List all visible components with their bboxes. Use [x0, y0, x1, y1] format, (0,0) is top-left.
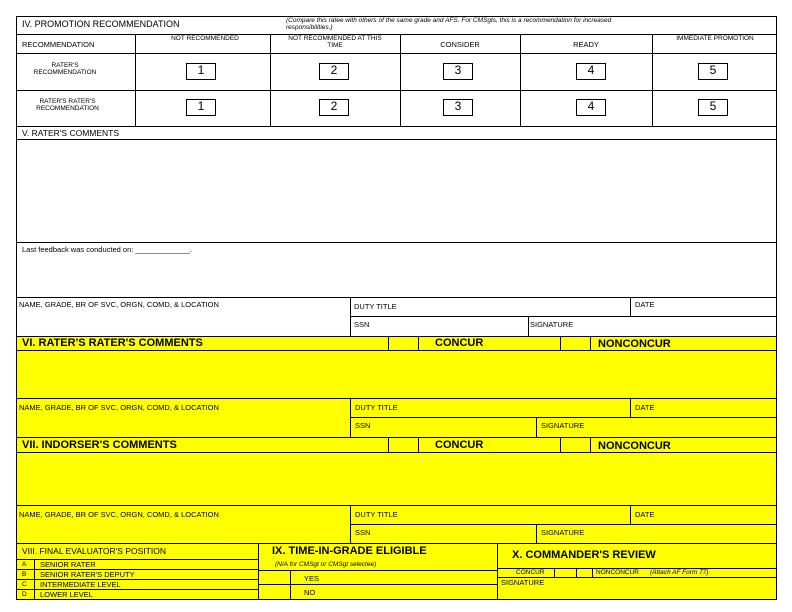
raters-rater-option-1[interactable]: 1: [186, 99, 216, 116]
section-vii-nonconcur-box[interactable]: [561, 439, 590, 452]
rater-date-label: DATE: [635, 300, 655, 309]
rater-option-4[interactable]: 4: [576, 63, 606, 80]
commander-concur-box[interactable]: [555, 569, 576, 577]
raters-rater-duty-label: DUTY TITLE: [355, 403, 398, 412]
raters-rater-option-4[interactable]: 4: [576, 99, 606, 116]
position-intermediate-level[interactable]: INTERMEDIATE LEVEL: [40, 580, 121, 589]
last-feedback-label: Last feedback was conducted on: _____________.: [22, 245, 192, 254]
section-vii-concur-label: CONCUR: [435, 439, 484, 451]
section-v-title: V. RATER'S COMMENTS: [22, 128, 120, 138]
col-consider: CONSIDER: [440, 40, 480, 49]
raters-rater-name-label: NAME, GRADE, BR OF SVC, ORGN, COMD, & LOCATION: [19, 403, 219, 412]
tig-yes-label: YES: [304, 574, 320, 583]
row-raters-rater-label: RATER'S RATER'S RECOMMENDATION: [36, 98, 99, 112]
indorser-name-label: NAME, GRADE, BR OF SVC, ORGN, COMD, & LOCATION: [19, 510, 219, 519]
rater-ssn-label: SSN: [354, 320, 370, 329]
section-vi-concur-label: CONCUR: [435, 337, 484, 349]
section-vi-concur-box[interactable]: [389, 338, 418, 350]
rater-option-5[interactable]: 5: [698, 63, 728, 80]
tig-no-box[interactable]: [259, 585, 290, 599]
section-vii-nonconcur-label: NONCONCUR: [598, 440, 671, 452]
col-ready: READY: [573, 40, 599, 49]
indorser-signature-label: SIGNATURE: [541, 528, 585, 537]
section-vi-title: VI. RATER'S RATER'S COMMENTS: [22, 337, 203, 349]
section-vii-title: VII. INDORSER'S COMMENTS: [22, 439, 177, 451]
raters-rater-option-3[interactable]: 3: [443, 99, 473, 116]
commander-concur-label: CONCUR: [516, 569, 545, 576]
rater-signature-label: SIGNATURE: [530, 320, 574, 329]
position-senior-raters-deputy[interactable]: SENIOR RATER'S DEPUTY: [40, 570, 135, 579]
position-code-c: C: [22, 581, 27, 588]
section-iv-title: IV. PROMOTION RECOMMENDATION: [22, 19, 180, 29]
raters-rater-ssn-label: SSN: [355, 421, 371, 430]
position-lower-level[interactable]: LOWER LEVEL: [40, 590, 93, 599]
commander-nonconcur-note: (Attach AF Form 77): [650, 569, 709, 576]
section-vi-nonconcur-label: NONCONCUR: [598, 338, 671, 350]
position-code-b: B: [22, 571, 27, 578]
indorser-ssn-label: SSN: [355, 528, 371, 537]
raters-rater-option-2[interactable]: 2: [319, 99, 349, 116]
row-rater-label: RATER'S RECOMMENDATION: [33, 62, 97, 76]
position-senior-rater[interactable]: SENIOR RATER: [40, 560, 96, 569]
col-not-recommended: NOT RECOMMENDED: [171, 35, 239, 42]
col-immediate: IMMEDIATE PROMOTION: [676, 35, 754, 42]
commander-nonconcur-box[interactable]: [577, 569, 592, 577]
section-ix-note: (N/A for CMSgt or CMSgt selectee): [275, 561, 377, 568]
section-viii-title: VIII. FINAL EVALUATOR'S POSITION: [22, 546, 166, 556]
section-iv-note: (Compare this ratee with others of the same grade and AFS. For CMSgts, this is a recommendation for increased responsibilities.): [286, 17, 612, 31]
raters-rater-option-5[interactable]: 5: [698, 99, 728, 116]
raters-rater-signature-label: SIGNATURE: [541, 421, 585, 430]
tig-no-label: NO: [304, 588, 316, 597]
raters-rater-date-label: DATE: [635, 403, 655, 412]
rater-comments-area[interactable]: [17, 140, 776, 242]
position-code-a: A: [22, 561, 27, 568]
rater-option-1[interactable]: 1: [186, 63, 216, 80]
indorser-duty-label: DUTY TITLE: [355, 510, 398, 519]
raters-rater-comments-area[interactable]: [17, 351, 776, 398]
rater-duty-label: DUTY TITLE: [354, 302, 397, 311]
col-recommendation: RECOMMENDATION: [22, 40, 95, 49]
section-x-title: X. COMMANDER'S REVIEW: [512, 549, 656, 561]
section-ix-title: IX. TIME-IN-GRADE ELIGIBLE: [272, 545, 427, 557]
rater-option-2[interactable]: 2: [319, 63, 349, 80]
rater-name-label: NAME, GRADE, BR OF SVC, ORGN, COMD, & LOCATION: [19, 300, 219, 309]
indorser-comments-area[interactable]: [17, 453, 776, 505]
commander-nonconcur-label: NONCONCUR: [596, 569, 639, 576]
tig-yes-box[interactable]: [259, 571, 290, 584]
section-vi-nonconcur-box[interactable]: [561, 338, 590, 350]
commander-signature-label: SIGNATURE: [501, 578, 545, 587]
col-not-recommended-now: NOT RECOMMENDED AT THIS TIME: [288, 35, 382, 49]
rater-option-3[interactable]: 3: [443, 63, 473, 80]
indorser-date-label: DATE: [635, 510, 655, 519]
section-vii-concur-box[interactable]: [389, 439, 418, 452]
position-code-d: D: [22, 591, 27, 598]
